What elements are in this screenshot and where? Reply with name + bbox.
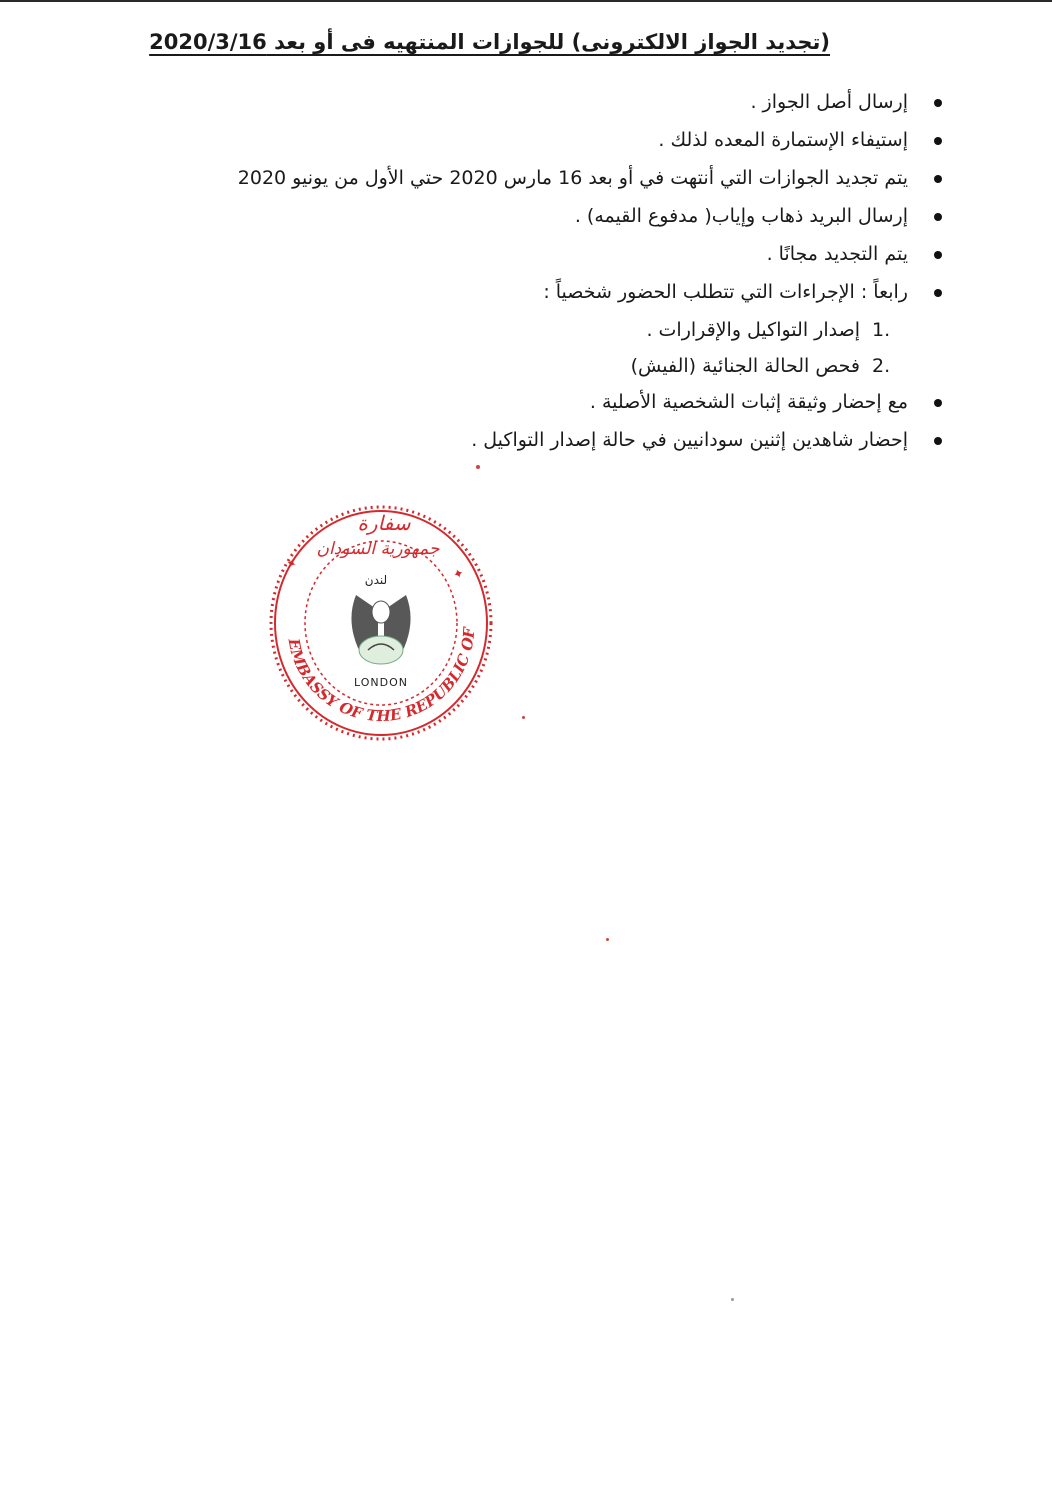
list-item-text: مع إحضار وثيقة إثبات الشخصية الأصلية .: [589, 391, 908, 413]
svg-text:✦: ✦: [283, 555, 302, 572]
page-top-edge: [0, 0, 1052, 2]
emblem-icon: [351, 595, 410, 664]
sub-list-item: [182, 316, 942, 352]
list-item: [182, 126, 942, 164]
seal-icon: [266, 500, 496, 742]
bullet-icon: [934, 437, 942, 445]
ink-speck: [522, 716, 525, 719]
sub-item-number: 2.: [872, 355, 891, 377]
list-item-text: يتم تجديد الجوازات التي أنتهت في أو بعد 16 مارس 2020 حتي الأول من يونيو 2020: [237, 167, 908, 189]
bullet-icon: [934, 99, 942, 107]
seal-arabic-city: لندن: [364, 573, 388, 587]
list-item: [182, 388, 942, 426]
list-item: [182, 88, 942, 126]
seal-arabic-line-2: جمهورية السودان: [316, 539, 440, 559]
seal-ring-text: EMBASSY OF THE REPUBLIC OF: [284, 626, 479, 726]
ink-speck: [731, 1298, 734, 1301]
list-item-text: إستيفاء الإستمارة المعده لذلك .: [658, 129, 908, 151]
bullet-icon: [934, 399, 942, 407]
embassy-seal-stamp: [266, 500, 496, 742]
list-item-text: رابعاً : الإجراءات التي تتطلب الحضور شخصياً :: [543, 281, 908, 303]
bullet-icon: [934, 213, 942, 221]
list-item: [182, 426, 942, 464]
sub-item-text: فحص الحالة الجنائية (الفيش): [630, 355, 860, 377]
bullet-icon: [934, 289, 942, 297]
bullet-icon: [934, 175, 942, 183]
sub-item-text: إصدار التواكيل والإقرارات .: [646, 319, 860, 341]
sub-item-number: 1.: [872, 319, 891, 341]
list-item-text: إرسال البريد ذهاب وإياب( مدفوع القيمه) .: [574, 205, 908, 227]
list-item-text: إرسال أصل الجواز .: [750, 91, 908, 113]
seal-city: LONDON: [354, 676, 408, 689]
list-item: [182, 202, 942, 240]
list-item: [182, 240, 942, 278]
ink-speck: [476, 465, 480, 469]
ink-speck: [606, 938, 609, 941]
document-title: (تجديد الجواز الالكترونى) للجوازات المنتهيه فى أو بعد 2020/3/16: [149, 30, 830, 54]
list-item-text: إحضار شاهدين إثنين سودانيين في حالة إصدار التواكيل .: [471, 429, 908, 451]
svg-text:✦: ✦: [448, 566, 467, 582]
list-item: [182, 278, 942, 316]
seal-arabic-line-1: سفارة: [357, 511, 411, 535]
list-item: [182, 164, 942, 202]
bullet-icon: [934, 251, 942, 259]
sub-list-container: [182, 316, 942, 388]
bullet-icon: [934, 137, 942, 145]
sub-list-item: [182, 352, 942, 388]
requirements-list: [182, 88, 942, 464]
list-item-text: يتم التجديد مجانًا .: [766, 243, 908, 265]
sub-list: [182, 316, 942, 388]
